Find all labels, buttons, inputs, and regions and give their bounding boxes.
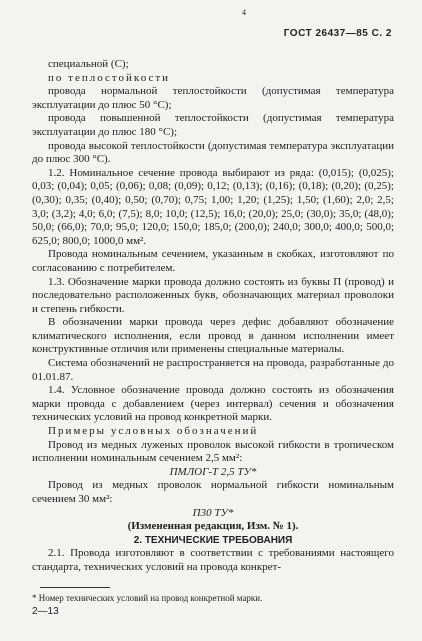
para-special: специальной (С); [48, 58, 129, 70]
page-header: ГОСТ 26437—85 С. 2 [283, 28, 392, 39]
page-number: 2—13 [32, 606, 59, 617]
para-top-heat: провода высокой теплостойкости (допустимая температура эксплуатации до плюс 300 °C). [32, 139, 394, 166]
amendment-note: (Измененная редакция, Изм. № 1). [127, 520, 299, 533]
para-heat-title: по теплостойкости [48, 71, 171, 84]
formula-1: ПМЛОГ-Т 2,5 ТУ* [169, 465, 257, 478]
para-2-1: 2.1. Провода изготовляют в соответствии с требованиями настоящего стандарта, технических условий на провода конкрет- [32, 547, 394, 573]
section-2-title: 2. ТЕХНИЧЕСКИЕ ТРЕБОВАНИЯ [133, 534, 293, 546]
formula-2: П30 ТУ* [192, 506, 234, 519]
para-example-1: Провод из медных луженых проволок высокой гибкости в тропическом исполнении номинальным сечением 2,5 мм²: [32, 438, 394, 465]
para-1-3: 1.3. Обозначение марки провода должно состоять из буквы П (провод) и последовательно расположенных букв, обозначающих материал проволоки и степень гибкости. [32, 275, 394, 315]
para-normal-heat: провода нормальной теплостойкости (допустимая температура эксплуатации до плюс 50 °C); [32, 85, 394, 111]
para-example-2: Провод из медных проволок нормальной гибкости номинальным сечением 30 мм²: [32, 479, 394, 505]
para-examples-title: Примеры условных обозначений [48, 425, 259, 438]
footnote-rule [40, 587, 110, 588]
para-1-4: 1.4. Условное обозначение провода должно состоять из обозначения марки провода с добавлением (через интервал) сечения и обозначения технических условий на провод конкретной марки. [32, 384, 394, 424]
para-brackets: Провода номинальным сечением, указанным в скобках, изготовляют по согласованию с потребителем. [32, 248, 394, 274]
footnote: * Номер технических условий на провод конкретной марки. [32, 592, 263, 603]
top-mark: 4 [242, 8, 246, 17]
para-high-heat: провода повышенной теплостойкости (допустимая температура эксплуатации до плюс 180 °C); [32, 112, 394, 138]
para-system: Система обозначений не распространяется на провода, разработанные до 01.01.87. [32, 357, 394, 383]
body-text [32, 58, 394, 605]
para-1-2: 1.2. Номинальное сечение провода выбирают из ряда: (0,015); (0,025); 0,03; (0,04); 0,05; (0,06); 0,08; (0,09); 0,12; (0,13); (0,16); (0,18); (0,20); (0,25); (0,30); 0,35; (0,40); 0,50; (0,70); 0,75; 1,00; 1,20; (1,25); 1,50; (1,60); 2,0; 2,5; 3,0; (3,2); 4,0; 6,0; (7,5); 8,0; 10,0; (12,5); 16,0; (20,0); 25,0; (30,0); 35,0; (48,0); 50,0; (66,0); 70,0; 95,0; 120,0; 150,0; 185,0; (200,0); 240,0; 300,0; 400,0; 500,0; 625,0; 800,0; 1000,0 мм². [32, 166, 394, 247]
para-climate: В обозначении марки провода через дефис добавляют обозначение климатического исполнения, если провод в данном исполнении имеет конструктивные отличия или применены специальные материалы. [32, 316, 394, 356]
